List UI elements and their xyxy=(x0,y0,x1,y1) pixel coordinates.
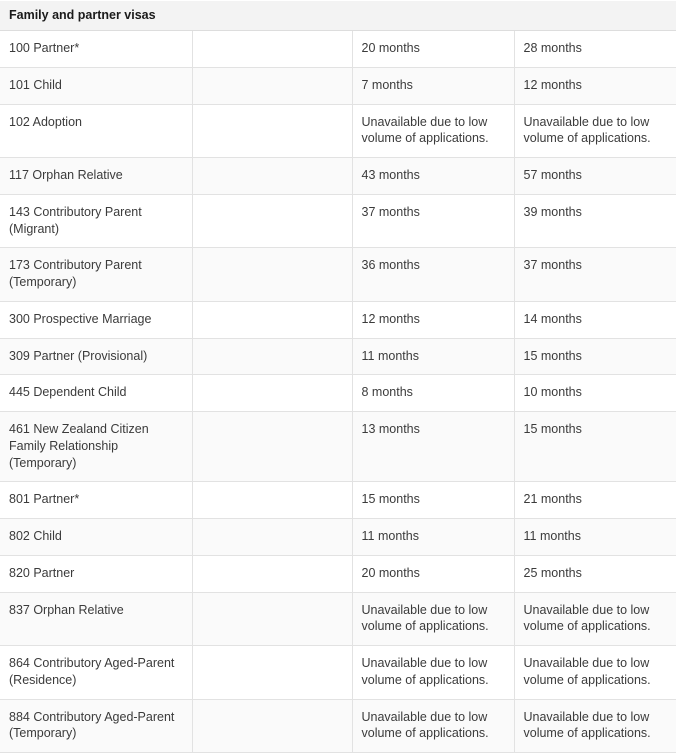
cell-visa-subclass xyxy=(0,248,192,302)
cell-75-percent-text: 7 months xyxy=(361,77,413,92)
table-row xyxy=(0,301,676,338)
cell-75-percent xyxy=(352,519,514,556)
cell-75-percent-text: 13 months xyxy=(361,422,420,436)
cell-visa-subclass xyxy=(0,194,192,248)
cell-75-percent xyxy=(352,67,514,104)
cell-visa-subclass-text: 802 Child xyxy=(9,529,62,543)
cell-90-percent xyxy=(514,592,676,646)
cell-75-percent xyxy=(352,412,514,482)
table-row xyxy=(0,699,676,753)
cell-spacer xyxy=(192,248,352,302)
cell-90-percent xyxy=(514,248,676,302)
cell-visa-subclass-text: 445 Dependent Child xyxy=(9,385,127,400)
table-section-header-row xyxy=(0,1,676,31)
cell-90-percent-text: 11 months xyxy=(523,529,581,543)
cell-90-percent-text: Unavailable due to low volume of applications. xyxy=(523,602,651,634)
cell-spacer xyxy=(192,67,352,104)
table-row xyxy=(0,375,676,412)
cell-visa-subclass-text: 884 Contributory Aged-Parent (Temporary) xyxy=(9,709,175,741)
table-row xyxy=(0,104,676,158)
table-row xyxy=(0,519,676,556)
cell-visa-subclass-text: 143 Contributory Parent (Migrant) xyxy=(9,204,142,236)
cell-spacer xyxy=(192,194,352,248)
cell-visa-subclass-text: 461 New Zealand Citizen Family Relationship (Temporary) xyxy=(9,422,149,470)
cell-visa-subclass xyxy=(0,592,192,646)
cell-visa-subclass xyxy=(0,31,192,68)
cell-90-percent xyxy=(514,482,676,519)
cell-spacer xyxy=(192,519,352,556)
cell-75-percent xyxy=(352,646,514,700)
cell-75-percent xyxy=(352,194,514,248)
cell-spacer xyxy=(192,104,352,158)
cell-90-percent xyxy=(514,338,676,375)
cell-90-percent-text: 37 months xyxy=(523,258,582,273)
cell-75-percent-text: 8 months xyxy=(361,385,413,400)
table-row xyxy=(0,555,676,592)
cell-90-percent-text: 28 months xyxy=(523,41,582,55)
table-body xyxy=(0,1,676,753)
cell-90-percent xyxy=(514,194,676,248)
cell-visa-subclass xyxy=(0,482,192,519)
cell-90-percent xyxy=(514,67,676,104)
table-row xyxy=(0,158,676,195)
cell-90-percent xyxy=(514,699,676,753)
cell-75-percent xyxy=(352,31,514,68)
cell-75-percent xyxy=(352,592,514,646)
table-row xyxy=(0,31,676,68)
cell-75-percent-text: 37 months xyxy=(361,204,420,219)
cell-75-percent xyxy=(352,104,514,158)
cell-75-percent-text: Unavailable due to low volume of applications. xyxy=(361,602,489,634)
cell-visa-subclass-text: 100 Partner* xyxy=(9,41,80,55)
cell-90-percent xyxy=(514,519,676,556)
cell-90-percent xyxy=(514,375,676,412)
cell-visa-subclass-text: 102 Adoption xyxy=(9,114,82,129)
cell-75-percent xyxy=(352,555,514,592)
cell-visa-subclass-text: 864 Contributory Aged-Parent (Residence) xyxy=(9,656,175,687)
cell-90-percent xyxy=(514,31,676,68)
cell-visa-subclass xyxy=(0,301,192,338)
cell-visa-subclass xyxy=(0,699,192,753)
cell-75-percent-text: 36 months xyxy=(361,258,420,273)
cell-75-percent xyxy=(352,375,514,412)
cell-spacer xyxy=(192,555,352,592)
cell-90-percent-text: Unavailable due to low volume of applications. xyxy=(523,709,651,741)
cell-visa-subclass xyxy=(0,158,192,195)
cell-75-percent-text: 15 months xyxy=(361,492,420,507)
cell-90-percent-text: 25 months xyxy=(523,565,582,580)
cell-75-percent xyxy=(352,482,514,519)
cell-90-percent xyxy=(514,158,676,195)
cell-spacer xyxy=(192,375,352,412)
table-row xyxy=(0,482,676,519)
cell-75-percent-text: 20 months xyxy=(361,41,420,55)
cell-75-percent-text: 11 months xyxy=(361,529,419,543)
cell-spacer xyxy=(192,482,352,519)
cell-75-percent-text: Unavailable due to low volume of applications. xyxy=(361,656,489,687)
cell-visa-subclass xyxy=(0,646,192,700)
cell-visa-subclass xyxy=(0,412,192,482)
cell-90-percent-text: 57 months xyxy=(523,168,582,182)
table-row xyxy=(0,248,676,302)
cell-75-percent-text: 43 months xyxy=(361,168,420,182)
cell-90-percent xyxy=(514,301,676,338)
cell-visa-subclass-text: 837 Orphan Relative xyxy=(9,602,124,617)
section-title: Family and partner visas xyxy=(0,1,676,31)
cell-90-percent xyxy=(514,646,676,700)
cell-spacer xyxy=(192,31,352,68)
cell-visa-subclass-text: 300 Prospective Marriage xyxy=(9,311,152,326)
cell-visa-subclass xyxy=(0,375,192,412)
cell-spacer xyxy=(192,158,352,195)
cell-visa-subclass xyxy=(0,67,192,104)
cell-90-percent-text: 15 months xyxy=(523,422,582,436)
cell-visa-subclass xyxy=(0,519,192,556)
cell-90-percent-text: 15 months xyxy=(523,348,582,363)
cell-90-percent xyxy=(514,104,676,158)
cell-visa-subclass xyxy=(0,104,192,158)
cell-visa-subclass xyxy=(0,338,192,375)
cell-90-percent-text: 14 months xyxy=(523,311,582,326)
table-row xyxy=(0,412,676,482)
cell-spacer xyxy=(192,301,352,338)
cell-spacer xyxy=(192,412,352,482)
cell-90-percent-text: 39 months xyxy=(523,204,582,219)
cell-75-percent-text: Unavailable due to low volume of applications. xyxy=(361,709,489,741)
cell-75-percent-text: 12 months xyxy=(361,311,420,326)
cell-75-percent xyxy=(352,301,514,338)
cell-90-percent-text: 10 months xyxy=(523,385,582,400)
cell-75-percent xyxy=(352,338,514,375)
cell-visa-subclass xyxy=(0,555,192,592)
cell-75-percent xyxy=(352,248,514,302)
cell-75-percent xyxy=(352,158,514,195)
cell-visa-subclass-text: 173 Contributory Parent (Temporary) xyxy=(9,258,142,289)
cell-75-percent xyxy=(352,699,514,753)
cell-spacer xyxy=(192,699,352,753)
table-row xyxy=(0,338,676,375)
table-row xyxy=(0,646,676,700)
cell-spacer xyxy=(192,338,352,375)
cell-90-percent xyxy=(514,412,676,482)
table-row xyxy=(0,67,676,104)
cell-visa-subclass-text: 309 Partner (Provisional) xyxy=(9,348,148,363)
cell-75-percent-text: Unavailable due to low volume of applications. xyxy=(361,114,489,146)
cell-90-percent-text: 12 months xyxy=(523,77,582,92)
table-row xyxy=(0,592,676,646)
cell-75-percent-text: 11 months xyxy=(361,348,419,363)
cell-90-percent xyxy=(514,555,676,592)
cell-spacer xyxy=(192,646,352,700)
cell-visa-subclass-text: 820 Partner xyxy=(9,565,75,580)
cell-visa-subclass-text: 801 Partner* xyxy=(9,492,80,507)
cell-visa-subclass-text: 117 Orphan Relative xyxy=(9,168,123,182)
cell-spacer xyxy=(192,592,352,646)
cell-90-percent-text: Unavailable due to low volume of applications. xyxy=(523,656,651,687)
table-row xyxy=(0,194,676,248)
cell-75-percent-text: 20 months xyxy=(361,565,420,580)
cell-90-percent-text: Unavailable due to low volume of applications. xyxy=(523,114,651,146)
cell-visa-subclass-text: 101 Child xyxy=(9,77,62,92)
cell-90-percent-text: 21 months xyxy=(523,492,582,507)
